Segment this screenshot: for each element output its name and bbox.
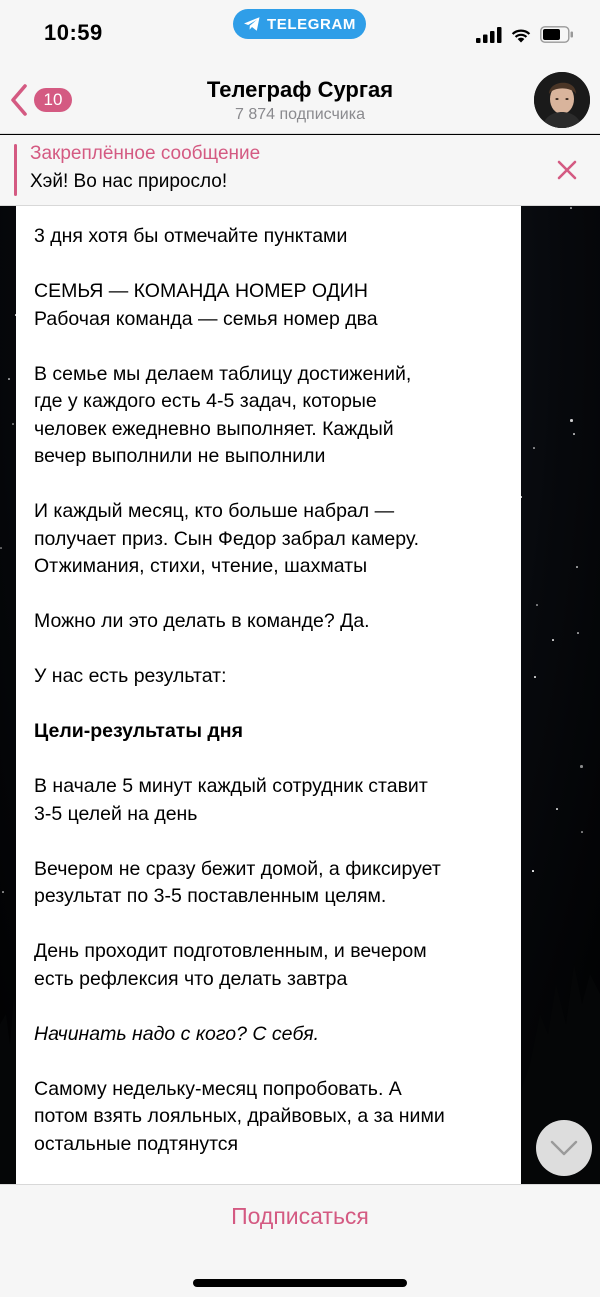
message-body (34, 223, 503, 1158)
message-paragraph: В начале 5 минут каждый сотрудник ставит 3-5 целей на день (34, 775, 428, 825)
pinned-title: Закреплённое сообщение (30, 143, 261, 164)
star (8, 378, 10, 380)
message-paragraph: Вечером не сразу бежит домой, а фиксирует результат по 3-5 поставленным целям. (34, 857, 441, 907)
avatar-image (534, 72, 590, 128)
star (0, 547, 2, 549)
battery-icon (540, 26, 574, 43)
message-paragraph: Цели-результаты дня (34, 720, 243, 742)
star (577, 632, 579, 634)
status-bar (0, 0, 600, 66)
star (12, 423, 14, 425)
star (581, 831, 583, 833)
scroll-down-button[interactable] (536, 1120, 592, 1176)
star (573, 433, 575, 435)
star (556, 808, 558, 810)
app-pill-label: TELEGRAM (267, 15, 356, 33)
pinned-message[interactable] (0, 135, 600, 206)
message-paragraph: В семье мы делаем таблицу достижений, где у каждого есть 4-5 задач, которые человек ежедневно выполняет. Каждый вечер выполнили не выполнили (34, 362, 412, 467)
message-paragraph: День проходит подготовленным, и вечером есть рефлексия что делать завтра (34, 940, 427, 990)
signal-icon (476, 27, 502, 43)
star (570, 419, 573, 422)
chevron-down-icon (549, 1139, 579, 1157)
wifi-icon (510, 27, 532, 43)
unread-badge: 10 (34, 88, 72, 112)
star (576, 566, 578, 568)
pinned-text: Хэй! Во нас приросло! (30, 171, 228, 192)
message-bubble (16, 206, 521, 1184)
star (552, 639, 554, 641)
status-icons (476, 26, 574, 43)
message-paragraph: Начинать надо с кого? С себя. (34, 1022, 320, 1045)
telegram-plane-icon (243, 16, 261, 32)
message-paragraph: И каждый месяц, кто больше набрал — получает приз. Сын Федор забрал камеру. Отжимания, стихи, чтение, шахматы (34, 500, 420, 577)
message-paragraph: У нас есть результат: (34, 665, 227, 687)
bottom-bar (0, 1184, 600, 1297)
chat-header (0, 66, 600, 134)
pinned-accent-bar (14, 144, 17, 196)
message-paragraph: 3 дня хотя бы отмечайте пунктами (34, 225, 348, 247)
close-icon[interactable] (556, 159, 578, 181)
home-indicator (193, 1279, 407, 1287)
subscribe-button[interactable]: Подписаться (231, 1203, 369, 1229)
status-time: 10:59 (44, 20, 103, 45)
star (533, 447, 535, 449)
message-paragraph: Можно ли это делать в команде? Да. (34, 610, 370, 632)
channel-title[interactable]: Телеграф Сургая (206, 77, 394, 102)
star (536, 604, 538, 606)
message-paragraph: Самому недельку-месяц попробовать. А потом взять лояльных, драйвовых, а за ними остальные подтянутся (34, 1077, 445, 1155)
star (2, 891, 4, 893)
star (580, 765, 583, 768)
message-paragraph: СЕМЬЯ — КОМАНДА НОМЕР ОДИН Рабочая команда — семья номер два (34, 280, 378, 330)
star (534, 676, 536, 678)
channel-avatar[interactable] (534, 72, 590, 128)
star (570, 207, 572, 209)
subscriber-count: 7 874 подписчика (235, 106, 365, 123)
telegram-app-pill[interactable] (233, 9, 366, 39)
star (532, 870, 534, 872)
